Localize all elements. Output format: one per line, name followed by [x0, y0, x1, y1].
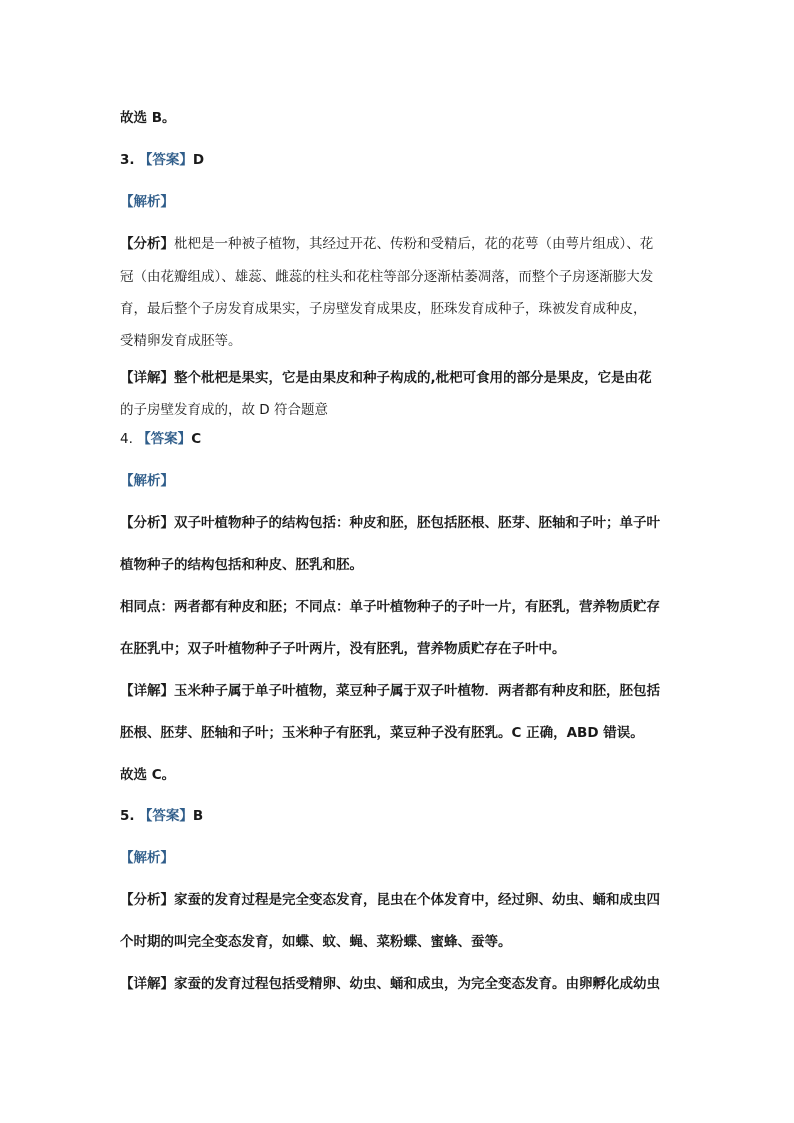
q2-conclusion: 故选 B。: [120, 110, 176, 126]
q3-fenxi-line-2: 冠（由花瓣组成）、雄蕊、雌蕊的柱头和花柱等部分逐渐枯萎凋落，而整个子房逐渐膨大发: [120, 269, 654, 285]
q4-number: 4.: [120, 431, 133, 447]
q4-answer-tag: 【答案】: [137, 431, 192, 447]
q5-answer-tag: 【答案】: [138, 808, 193, 824]
q5-answer-line: [120, 807, 203, 825]
q4-compare-line-1: 相同点：两者都有种皮和胚；不同点：单子叶植物种子的子叶一片，有胚乳，营养物质贮存: [120, 599, 660, 615]
q4-fenxi-tag: 【分析】: [120, 515, 174, 531]
q4-answer-line: [120, 430, 201, 448]
q3-xiangjie-text-1: 整个枇杷是果实，它是由果皮和种子构成的,枇杷可食用的部分是果皮，它是由花: [174, 370, 652, 386]
q5-fenxi-text-1: 家蚕的发育过程是完全变态发育，昆虫在个体发育中，经过卵、幼虫、蛹和成虫四: [174, 892, 660, 908]
q3-xiangjie-line-1: [120, 369, 652, 387]
q4-fenxi-line-2: 植物种子的结构包括和种皮、胚乳和胚。: [120, 557, 363, 573]
q3-answer-tag: 【答案】: [138, 152, 193, 168]
q3-xiangjie-tag: 【详解】: [120, 370, 174, 386]
q3-number: 3.: [120, 152, 135, 168]
q5-xiangjie-text-1: 家蚕的发育过程包括受精卵、幼虫、蛹和成虫，为完全变态发育。由卵孵化成幼虫: [174, 976, 660, 992]
q5-number: 5.: [120, 808, 135, 824]
q4-xiangjie-line-1: [120, 682, 660, 700]
q3-answer-line: [120, 151, 204, 169]
q5-fenxi-tag: 【分析】: [120, 892, 174, 908]
q5-fenxi-line-2: 个时期的叫完全变态发育，如蝶、蚊、蝇、菜粉蝶、蜜蜂、蚕等。: [120, 934, 512, 950]
q3-fenxi-line-1: [120, 235, 653, 253]
q3-fenxi-line-4: 受精卵发育成胚等。: [120, 333, 242, 349]
q4-fenxi-text-1: 双子叶植物种子的结构包括：种皮和胚，胚包括胚根、胚芽、胚轴和子叶；单子叶: [174, 515, 660, 531]
q3-fenxi-tag: 【分析】: [120, 236, 174, 252]
q3-fenxi-text-1: 枇杷是一种被子植物，其经过开花、传粉和受精后，花的花萼（由萼片组成）、花: [174, 236, 654, 252]
q3-answer: D: [192, 152, 205, 168]
q4-compare-line-2: 在胚乳中；双子叶植物种子子叶两片，没有胚乳，营养物质贮存在子叶中。: [120, 641, 566, 657]
q4-xiangjie-line-2: 胚根、胚芽、胚轴和子叶；玉米种子有胚乳，菜豆种子没有胚乳。C 正确，ABD 错误。: [120, 725, 644, 741]
q3-fenxi-line-3: 育，最后整个子房发育成果实，子房壁发育成果皮，胚珠发育成种子，珠被发育成种皮，: [120, 301, 647, 317]
q3-analysis-tag: 【解析】: [120, 194, 174, 210]
q5-fenxi-line-1: [120, 891, 660, 909]
q4-analysis-tag: 【解析】: [120, 473, 174, 489]
q4-fenxi-line-1: [120, 514, 660, 532]
q5-xiangjie-tag: 【详解】: [120, 976, 174, 992]
q4-xiangjie-text-1: 玉米种子属于单子叶植物，菜豆种子属于双子叶植物．两者都有种皮和胚，胚包括: [174, 683, 660, 699]
q4-answer: C: [191, 431, 202, 447]
q4-conclusion: 故选 C。: [120, 767, 176, 783]
q3-xiangjie-line-2: 的子房壁发育成的，故 D 符合题意: [120, 402, 328, 418]
q4-xiangjie-tag: 【详解】: [120, 683, 174, 699]
q5-answer: B: [192, 808, 204, 824]
q5-analysis-tag: 【解析】: [120, 850, 174, 866]
q5-xiangjie-line-1: [120, 975, 660, 993]
